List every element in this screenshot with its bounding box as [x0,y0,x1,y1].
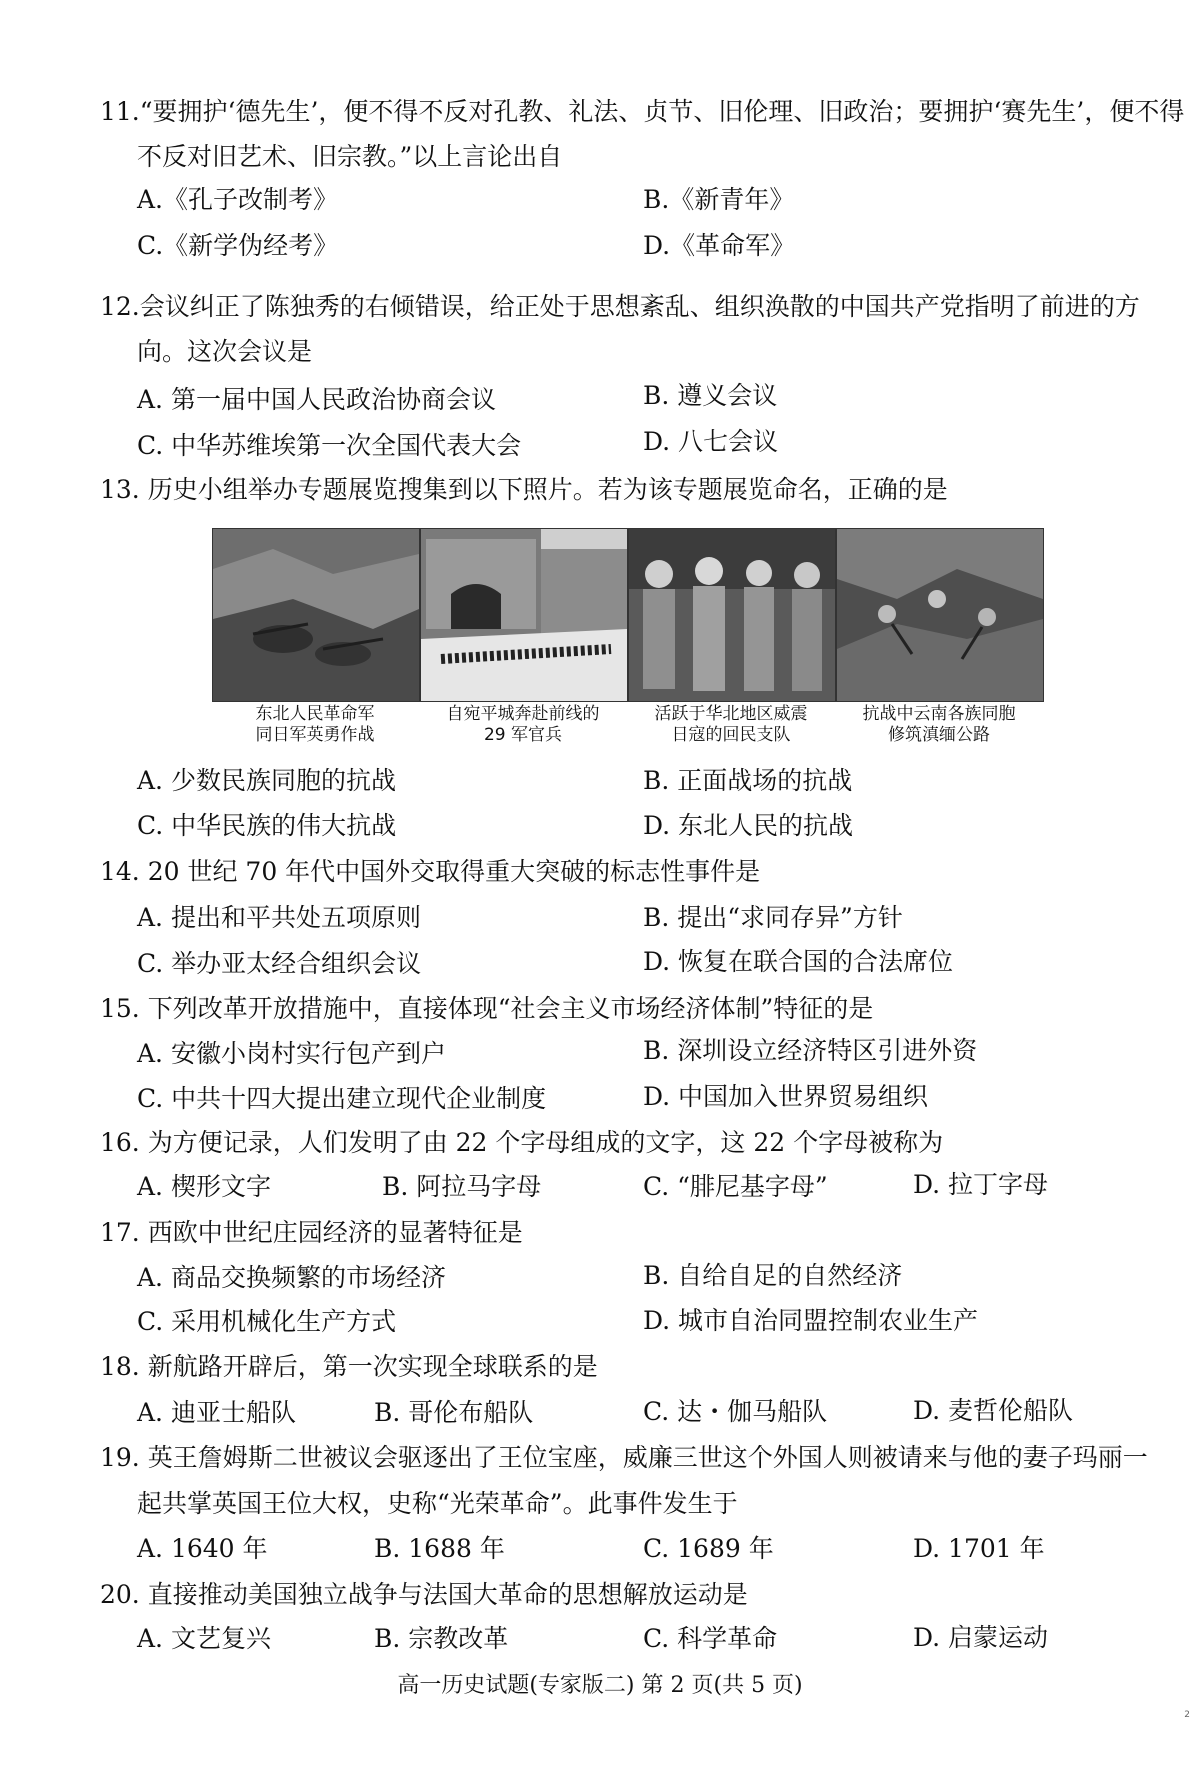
photo-caption-2-line2: 29 军官兵 [483,725,563,745]
q16-option-b: B. 阿拉马字母 [382,1172,542,1201]
q20-option-d: D. 启蒙运动 [913,1623,1049,1652]
q20-stem: 20. 直接推动美国独立战争与法国大革命的思想解放运动是 [100,1580,748,1609]
q12-stem-line2: 向。这次会议是 [137,337,313,366]
q20-option-c: C. 科学革命 [643,1624,778,1653]
photo-northeast-army [212,528,420,702]
q12-option-d: D. 八七会议 [643,427,779,456]
photo-caption-1-line1: 东北人民革命军 [255,704,375,724]
photo-caption-2 [420,704,626,746]
q16-stem: 16. 为方便记录，人们发明了由 22 个字母组成的文字，这 22 个字母被称为 [100,1128,944,1157]
q19-option-c: C. 1689 年 [643,1534,774,1563]
q13-option-d: D. 东北人民的抗战 [643,811,854,840]
q12-option-c: C. 中华苏维埃第一次全国代表大会 [137,431,522,460]
photo-caption-4-line2: 修筑滇缅公路 [888,725,990,745]
q16-option-d: D. 拉丁字母 [913,1170,1049,1199]
q19-option-b: B. 1688 年 [374,1534,505,1563]
q13-option-b: B. 正面战场的抗战 [643,766,853,795]
q11-option-c: C.《新学伪经考》 [137,231,339,260]
photo-caption-2-line1: 自宛平城奔赴前线的 [446,704,600,724]
q17-option-a: A. 商品交换频繁的市场经济 [137,1263,446,1292]
q18-option-a: A. 迪亚士船队 [137,1398,296,1427]
page-corner-mark: 2 [1184,1710,1190,1720]
photo-caption-3-line1: 活跃于华北地区威震 [654,704,808,724]
q16-option-a: A. 楔形文字 [137,1172,271,1201]
photo-caption-3 [628,704,834,746]
q19-stem-line1: 19. 英王詹姆斯二世被议会驱逐出了王位宝座，威廉三世这个外国人则被请来与他的妻子玛丽一 [100,1443,1148,1472]
q12-stem-line1: 12.会议纠正了陈独秀的右倾错误，给正处于思想紊乱、组织涣散的中国共产党指明了前进的方 [100,292,1140,321]
q14-option-b: B. 提出“求同存异”方针 [643,903,903,932]
q14-option-d: D. 恢复在联合国的合法席位 [643,947,954,976]
photo-hui-detachment [628,528,836,702]
q19-option-d: D. 1701 年 [913,1534,1045,1563]
q14-option-a: A. 提出和平共处五项原则 [137,903,421,932]
q17-option-c: C. 采用机械化生产方式 [137,1307,397,1336]
q18-stem: 18. 新航路开辟后，第一次实现全球联系的是 [100,1352,598,1381]
q11-option-a: A.《孔子改制考》 [137,185,339,214]
q18-option-b: B. 哥伦布船队 [374,1398,534,1427]
page-footer: 高一历史试题(专家版二) 第 2 页(共 5 页) [397,1673,803,1698]
q15-stem: 15. 下列改革开放措施中，直接体现“社会主义市场经济体制”特征的是 [100,994,874,1023]
q17-option-b: B. 自给自足的自然经济 [643,1261,903,1290]
q18-option-d: D. 麦哲伦船队 [913,1396,1074,1425]
q11-stem-line2: 不反对旧艺术、旧宗教。”以上言论出自 [137,142,563,171]
q17-stem: 17. 西欧中世纪庄园经济的显著特征是 [100,1218,523,1247]
q14-stem: 14. 20 世纪 70 年代中国外交取得重大突破的标志性事件是 [100,857,761,886]
q13-stem: 13. 历史小组举办专题展览搜集到以下照片。若为该专题展览命名，正确的是 [100,475,948,504]
q15-option-c: C. 中共十四大提出建立现代企业制度 [137,1084,547,1113]
photo-caption-4 [836,704,1042,746]
q18-option-c: C. 达・伽马船队 [643,1397,828,1426]
q14-option-c: C. 举办亚太经合组织会议 [137,949,422,978]
q17-option-d: D. 城市自治同盟控制农业生产 [643,1306,979,1335]
q16-option-c: C. “腓尼基字母” [643,1172,828,1201]
q12-option-a: A. 第一届中国人民政治协商会议 [137,385,496,414]
q12-option-b: B. 遵义会议 [643,381,778,410]
q13-option-a: A. 少数民族同胞的抗战 [137,766,396,795]
photo-strip [212,528,1047,748]
q20-option-a: A. 文艺复兴 [137,1624,271,1653]
photo-29th-army [420,528,628,702]
q11-option-d: D.《革命军》 [643,231,796,260]
photo-caption-4-line1: 抗战中云南各族同胞 [862,704,1016,724]
photo-caption-3-line2: 日寇的回民支队 [671,725,791,745]
q20-option-b: B. 宗教改革 [374,1624,509,1653]
q13-option-c: C. 中华民族的伟大抗战 [137,811,397,840]
q19-option-a: A. 1640 年 [137,1534,268,1563]
q19-stem-line2: 起共掌英国王位大权，史称“光荣革命”。此事件发生于 [137,1489,738,1518]
photo-burma-road [836,528,1044,702]
photo-caption-1 [212,704,418,746]
q15-option-b: B. 深圳设立经济特区引进外资 [643,1036,978,1065]
q11-stem-line1: 11.“要拥护‘德先生’，便不得不反对孔教、礼法、贞节、旧伦理、旧政治；要拥护‘赛先生’，便不得 [100,97,1185,126]
q15-option-a: A. 安徽小岗村实行包产到户 [137,1039,446,1068]
photo-caption-1-line2: 同日军英勇作战 [255,725,375,745]
q15-option-d: D. 中国加入世界贸易组织 [643,1082,929,1111]
q11-option-b: B.《新青年》 [643,185,795,214]
